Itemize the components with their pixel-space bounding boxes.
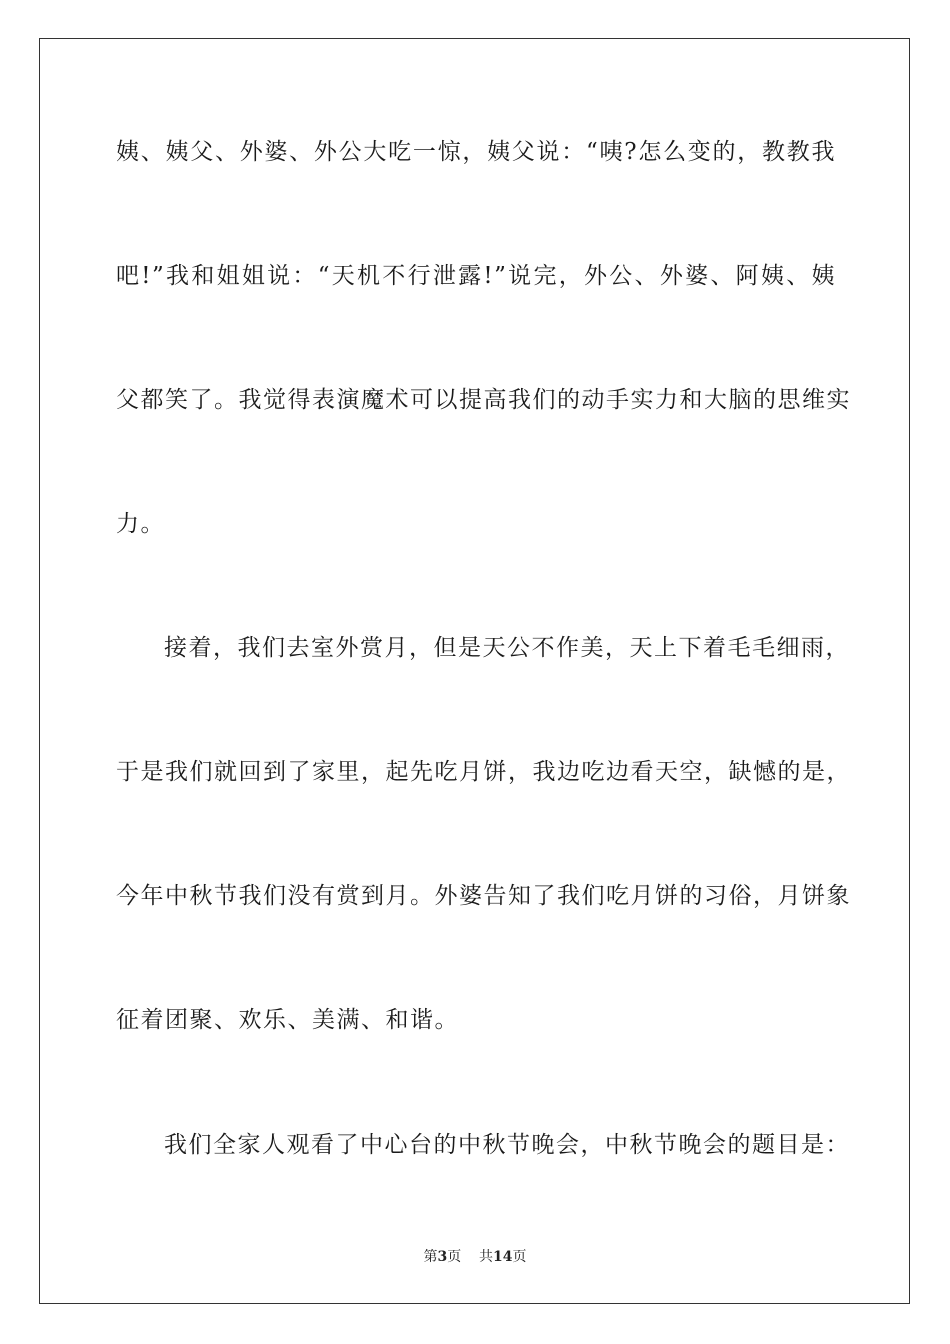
text-line-2: 吧!”我和姐姐说：“天机不行泄露!”说完，外公、外婆、阿姨、姨	[116, 263, 836, 289]
footer-prefix: 第	[423, 1249, 438, 1265]
footer-total-prefix: 共	[479, 1249, 494, 1265]
text-line-6: 于是我们就回到了家里，起先吃月饼，我边吃边看天空，缺憾的是，	[116, 759, 851, 785]
text-line-7: 今年中秋节我们没有赏到月。外婆告知了我们吃月饼的习俗，月饼象	[116, 883, 851, 909]
text-line-1: 姨、姨父、外婆、外公大吃一惊，姨父说：“咦?怎么变的，教教我	[116, 139, 836, 165]
page-footer	[0, 1248, 950, 1266]
page-frame	[39, 38, 910, 1304]
text-line-8: 征着团聚、欢乐、美满、和谐。	[116, 1007, 459, 1033]
footer-page-suffix: 页	[447, 1249, 462, 1265]
text-line-3: 父都笑了。我觉得表演魔术可以提高我们的动手实力和大脑的思维实	[116, 387, 851, 413]
footer-total-suffix: 页	[512, 1249, 527, 1265]
text-line-5: 接着，我们去室外赏月，但是天公不作美，天上下着毛毛细雨，	[164, 635, 850, 661]
footer-page-number: 3	[437, 1249, 448, 1265]
text-line-4: 力。	[116, 511, 165, 537]
text-line-9: 我们全家人观看了中心台的中秋节晚会，中秋节晚会的题目是：	[164, 1132, 850, 1158]
footer-total-pages: 14	[493, 1249, 513, 1265]
